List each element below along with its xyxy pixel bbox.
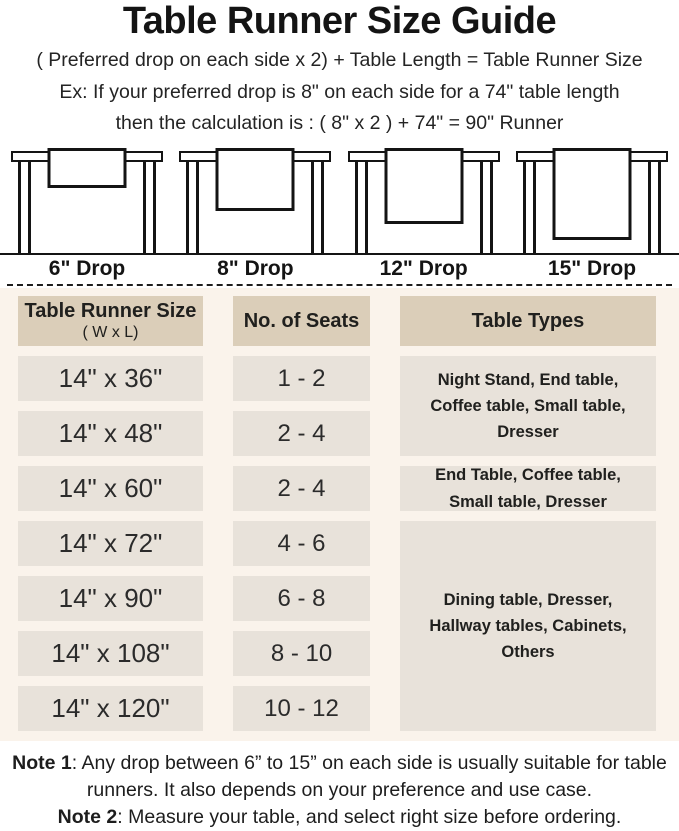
drop-label-6: 6" Drop [48,257,126,280]
dashed-divider-line [7,284,672,286]
note-2-label: Note 2 [57,806,118,828]
notes-section [0,741,679,831]
size-cell: 14" x 60" [18,466,203,511]
note-2 [0,804,679,831]
calculation-line: then the calculation is : ( 8" x 2 ) + 74" = 90" Runner [115,112,564,134]
size-cell: 14" x 120" [18,686,203,731]
drop-label-8: 8" Drop [217,257,294,280]
seats-cell: 4 - 6 [233,521,370,566]
size-guide-panel [0,288,679,741]
table-leg-left [523,161,536,253]
runner-shape [552,148,631,240]
seats-cell: 2 - 4 [233,466,370,511]
size-cell: 14" x 108" [18,631,203,676]
column-header-runner-size [18,296,203,346]
formula-line: ( Preferred drop on each side x 2) + Table Length = Table Runner Size [36,49,643,71]
size-cell: 14" x 36" [18,356,203,401]
header [0,0,679,135]
drop-illustrations [0,148,679,253]
table-leg-right [311,161,324,253]
column-header-runner-size-sub: ( W x L) [82,324,139,341]
table-leg-left [18,161,31,253]
table-leg-left [355,161,368,253]
note-1 [0,750,679,804]
table-types-cell-large: Dining table, Dresser, Hallway tables, Cabinets, Others [400,521,656,731]
note-1-text: : Any drop between 6” to 15” on each side is usually suitable for table runners. It also depends on your preference and use case. [71,752,667,801]
runner-shape [48,148,127,188]
seats-cell: 10 - 12 [233,686,370,731]
seats-cell: 8 - 10 [233,631,370,676]
column-header-table-types: Table Types [400,296,656,346]
size-guide-table [18,296,679,731]
runner-shape [384,148,463,224]
table-types-cell-medium: End Table, Coffee table, Small table, Dresser [400,466,656,511]
drop-label-12: 12" Drop [379,257,468,280]
size-cell: 14" x 48" [18,411,203,456]
note-1-label: Note 1 [12,752,72,774]
table-types-cell-small: Night Stand, End table, Coffee table, Small table, Dresser [400,356,656,456]
table-leg-right [480,161,493,253]
table-drop-figure-12 [348,148,500,253]
size-cell: 14" x 90" [18,576,203,621]
table-drop-figure-6 [11,148,163,253]
table-drop-figure-15 [516,148,668,253]
example-line: Ex: If your preferred drop is 8" on each side for a 74" table length [59,81,620,103]
drop-labels-row [0,255,679,284]
column-header-runner-size-title: Table Runner Size [24,300,197,322]
drop-label-15: 15" Drop [547,257,637,280]
runner-shape [216,148,295,211]
table-leg-left [186,161,199,253]
table-leg-right [143,161,156,253]
column-header-seats: No. of Seats [233,296,370,346]
table-leg-right [648,161,661,253]
seats-cell: 1 - 2 [233,356,370,401]
seats-cell: 6 - 8 [233,576,370,621]
note-2-text: : Measure your table, and select right size before ordering. [117,806,622,828]
table-drop-figure-8 [179,148,331,253]
size-cell: 14" x 72" [18,521,203,566]
page-title: Table Runner Size Guide [122,0,557,42]
seats-cell: 2 - 4 [233,411,370,456]
